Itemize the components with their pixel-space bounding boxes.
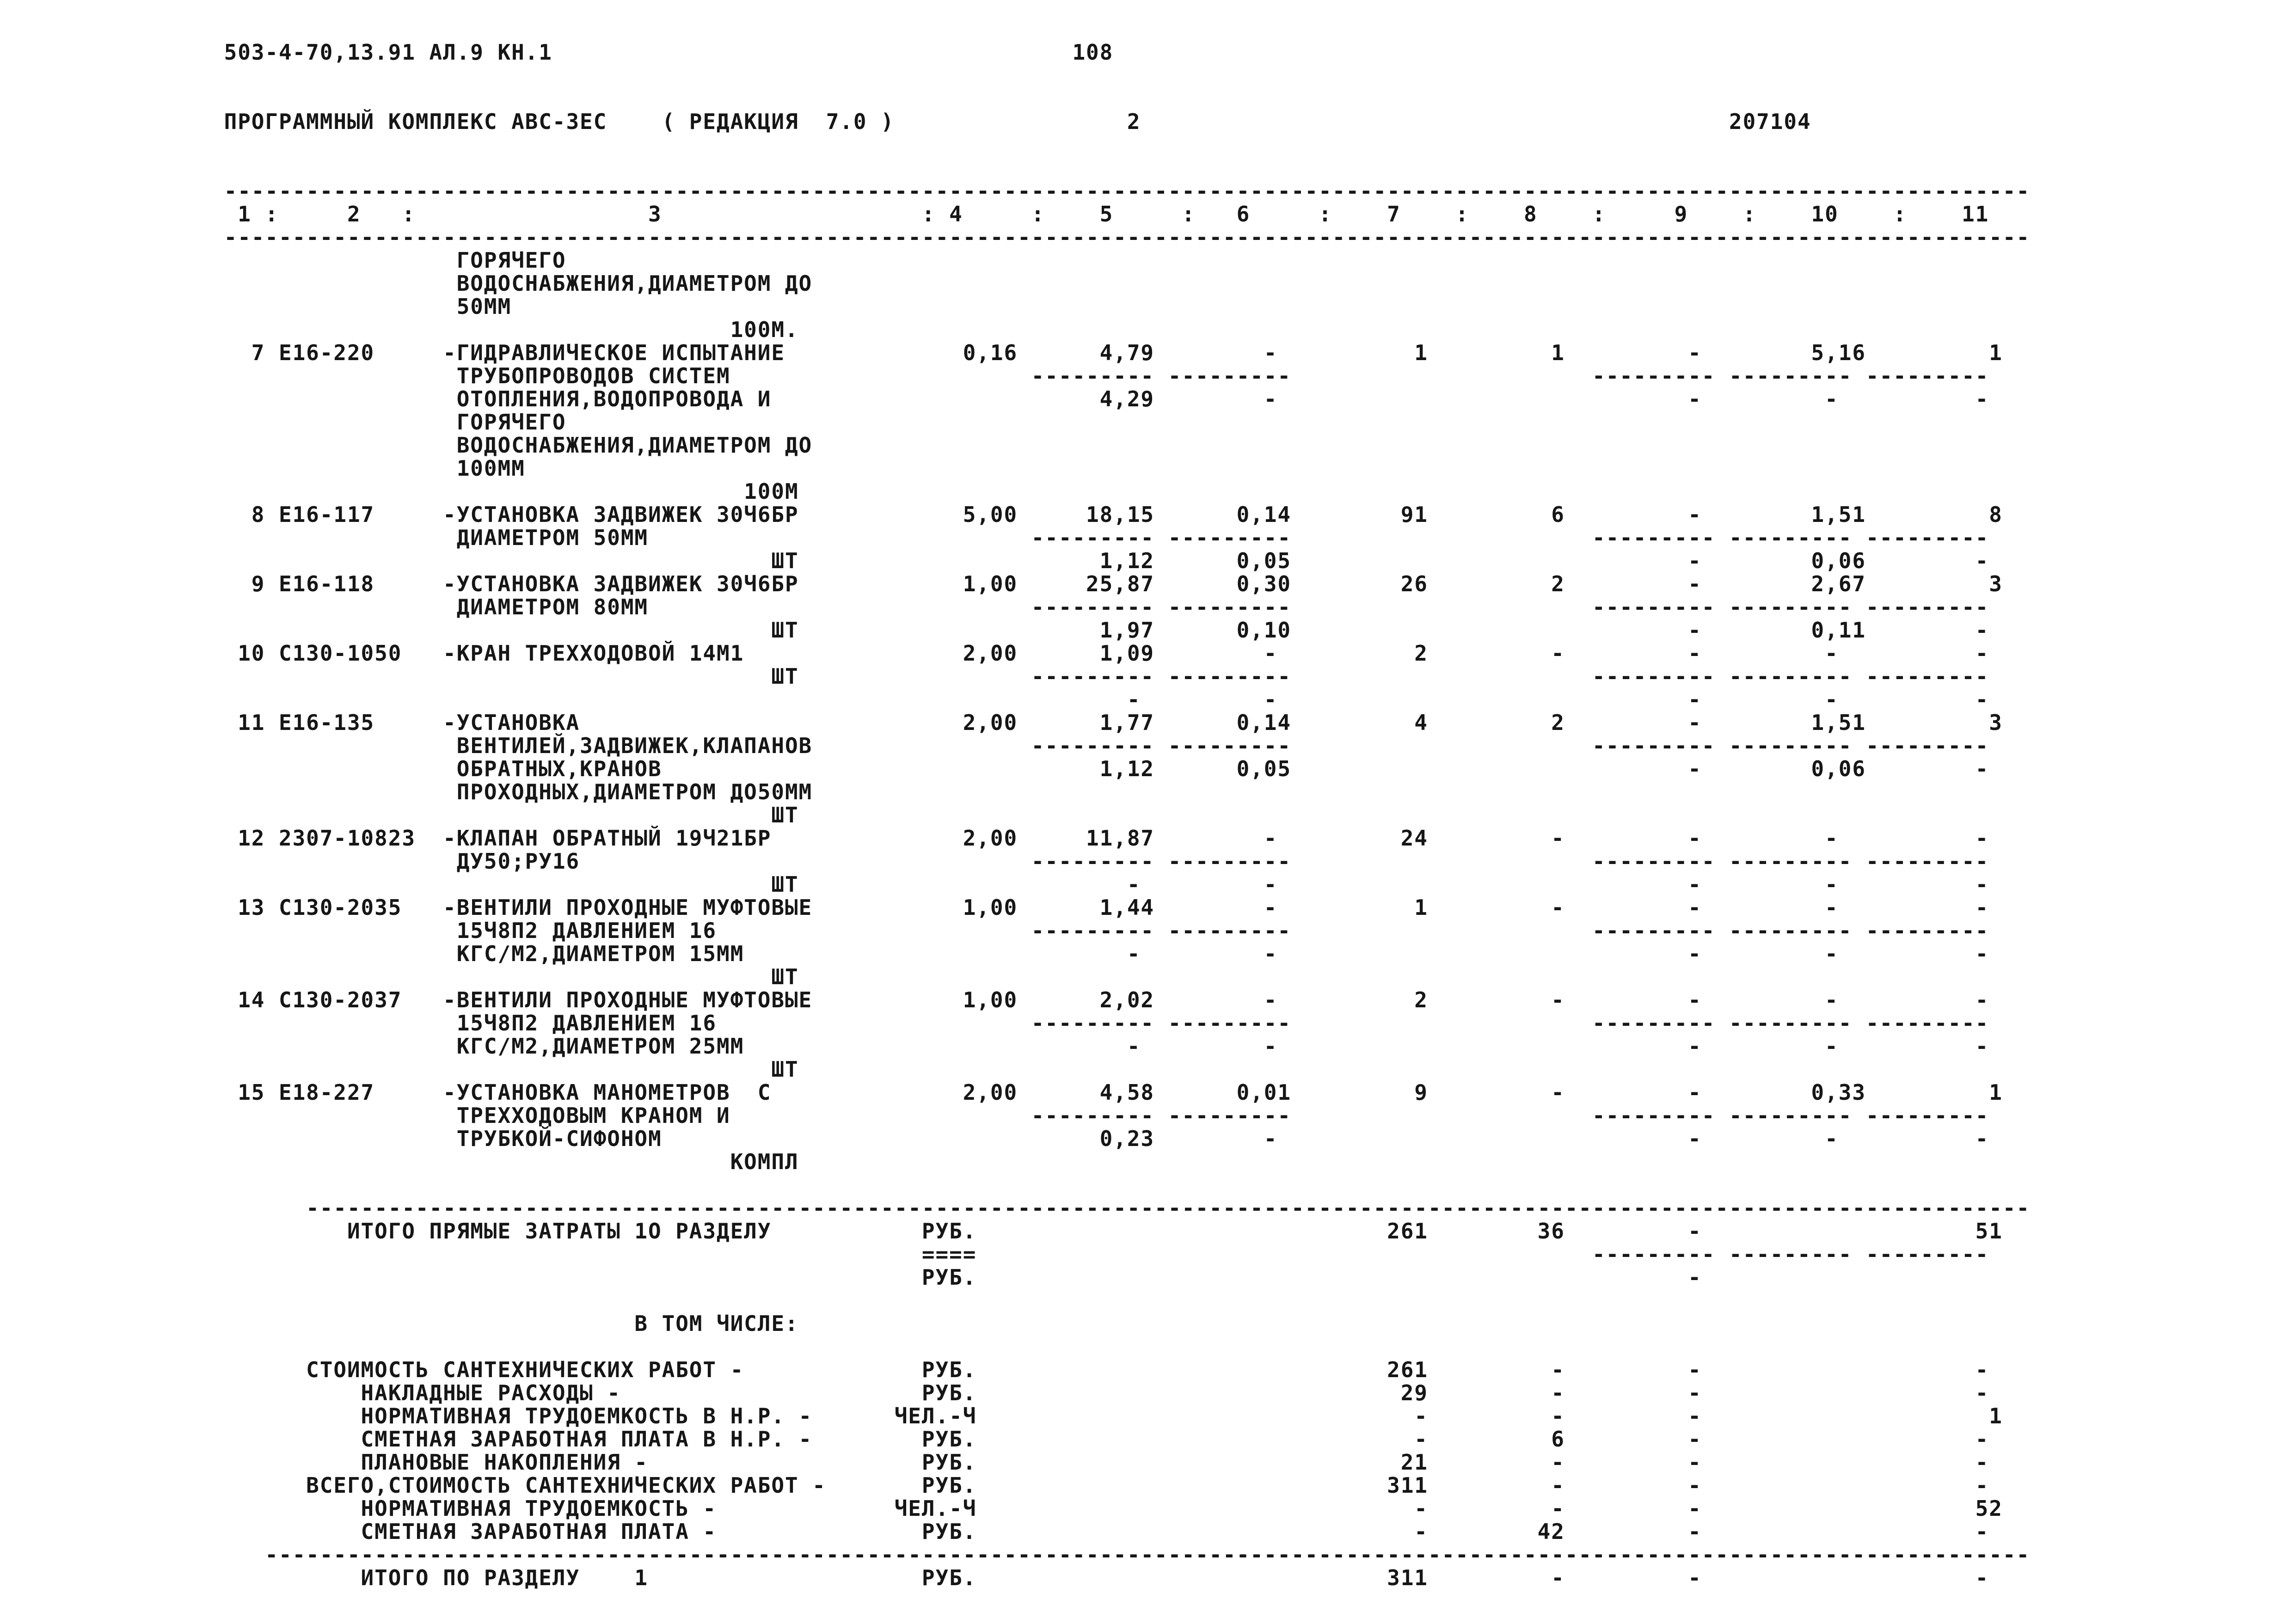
- blank-line: [210, 1289, 2030, 1312]
- item-description-line: ВОДОСНАБЖЕНИЯ,ДИАМЕТРОМ ДО: [210, 271, 813, 296]
- item-row-line: ШТ 1,12 0,05 - 0,06 -: [210, 548, 1989, 573]
- breakdown-line: СМЕТНАЯ ЗАРАБОТНАЯ ПЛАТА - РУБ. - 42 - -: [210, 1519, 1989, 1544]
- unit-line: 100М.: [210, 317, 799, 342]
- breakdown-line: НОРМАТИВНАЯ ТРУДОЕМКОСТЬ В Н.Р. - ЧЕЛ.-Ч - - - 1: [210, 1403, 2003, 1428]
- item-description-line: ВОДОСНАБЖЕНИЯ,ДИАМЕТРОМ ДО: [210, 433, 813, 458]
- item-separator-line: ВЕНТИЛЕЙ,ЗАДВИЖЕК,КЛАПАНОВ --------- --------- --------- --------- ---------: [210, 733, 1989, 758]
- item-description-line: 100ММ: [210, 456, 525, 481]
- totals-unit-line: РУБ. -: [210, 1265, 1702, 1290]
- unit-line: ШТ: [210, 964, 799, 989]
- printout-text-area: [210, 18, 2030, 1589]
- item-row-line: 9 Е16-118 -УСТАНОВКА ЗАДВИЖЕК 30Ч6БР 1,00 25,87 0,30 26 2 - 2,67 3: [210, 571, 2003, 596]
- separator-line: ---------------------------------------------------------------------------------------------------------------------------------: [210, 1542, 2031, 1567]
- separator-line: ------------------------------------------------------------------------------------------------------------------------------: [210, 1195, 2031, 1220]
- item-row-line: ШТ 1,97 0,10 - 0,11 -: [210, 618, 1989, 643]
- table-column-numbers: 1 : 2 : 3 : 4 : 5 : 6 : 7 : 8 : 9 : 10 : 11: [210, 202, 1989, 227]
- item-row-line: 8 Е16-117 -УСТАНОВКА ЗАДВИЖЕК 30Ч6БР 5,00 18,15 0,14 91 6 - 1,51 8: [210, 502, 2003, 527]
- table-ruler: ------------------------------------------------------------------------------------------------------------------------------------: [210, 178, 2031, 203]
- section-total-line: ИТОГО ПО РАЗДЕЛУ 1 РУБ. 311 - - -: [210, 1565, 1989, 1590]
- blank-line: [210, 18, 2030, 41]
- blank-line: [210, 156, 2030, 179]
- item-separator-line: ДИАМЕТРОМ 50ММ --------- --------- --------- --------- ---------: [210, 525, 1989, 550]
- unit-line: КОМПЛ: [210, 1149, 799, 1174]
- item-separator-line: 15Ч8П2 ДАВЛЕНИЕМ 16 --------- --------- --------- --------- ---------: [210, 918, 1989, 943]
- unit-line: ШТ: [210, 1057, 799, 1082]
- item-row-line: ШТ - - - - -: [210, 872, 1989, 897]
- item-row-line: ОТОПЛЕНИЯ,ВОДОПРОВОДА И 4,29 - - - -: [210, 386, 1989, 411]
- title-line: ПРОГРАММНЫЙ КОМПЛЕКС АВС-3ЕС ( РЕДАКЦИЯ 7.0 ) 2 207104: [210, 109, 1811, 134]
- item-description-line: 50ММ: [210, 294, 512, 319]
- blank-line: [210, 1335, 2030, 1358]
- item-row-line: - - - - -: [210, 687, 1989, 712]
- unit-line: 100М: [210, 479, 799, 504]
- item-separator-line: ДИАМЕТРОМ 80ММ --------- --------- --------- --------- ---------: [210, 594, 1989, 619]
- blank-line: [210, 1173, 2030, 1196]
- item-row-line: 11 Е16-135 -УСТАНОВКА 2,00 1,77 0,14 4 2 - 1,51 3: [210, 710, 2003, 735]
- item-row-line: 13 С130-2035 -ВЕНТИЛИ ПРОХОДНЫЕ МУФТОВЫЕ 1,00 1,44 - 1 - - - -: [210, 895, 1989, 920]
- item-row-line: ТРУБКОЙ-СИФОНОМ 0,23 - - - -: [210, 1126, 1989, 1151]
- breakdown-line: СМЕТНАЯ ЗАРАБОТНАЯ ПЛАТА В Н.Р. - РУБ. - 6 - -: [210, 1427, 1989, 1452]
- blank-line: [210, 133, 2030, 156]
- totals-direct-line: ИТОГО ПРЯМЫЕ ЗАТРАТЫ 1О РАЗДЕЛУ РУБ. 261 36 - 51: [210, 1219, 2003, 1244]
- breakdown-line: СТОИМОСТЬ САНТЕХНИЧЕСКИХ РАБОТ - РУБ. 261 - - -: [210, 1357, 1989, 1382]
- including-label-line: В ТОМ ЧИСЛЕ:: [210, 1311, 799, 1336]
- document-header-line: 503-4-70,13.91 АЛ.9 КН.1 108: [210, 40, 1114, 65]
- blank-line: [210, 64, 2030, 87]
- breakdown-line: НОРМАТИВНАЯ ТРУДОЕМКОСТЬ - ЧЕЛ.-Ч - - - 52: [210, 1496, 2003, 1521]
- item-row-line: 12 2307-10823 -КЛАПАН ОБРАТНЫЙ 19Ч21БР 2,00 11,87 - 24 - - - -: [210, 826, 1989, 851]
- unit-line: ШТ: [210, 803, 799, 827]
- item-separator-line: ДУ50;РУ16 --------- --------- --------- --------- ---------: [210, 849, 1989, 874]
- table-ruler: ------------------------------------------------------------------------------------------------------------------------------------: [210, 225, 2031, 250]
- item-row-line: 10 С130-1050 -КРАН ТРЕХХОДОВОЙ 14М1 2,00 1,09 - 2 - - - -: [210, 641, 1989, 666]
- item-description-line: ПРОХОДНЫХ,ДИАМЕТРОМ ДО50ММ: [210, 779, 813, 804]
- item-separator-line: 15Ч8П2 ДАВЛЕНИЕМ 16 --------- --------- --------- --------- ---------: [210, 1011, 1989, 1036]
- breakdown-line: ПЛАНОВЫЕ НАКОПЛЕНИЯ - РУБ. 21 - - -: [210, 1450, 1989, 1475]
- item-separator-line: ШТ --------- --------- --------- --------- ---------: [210, 664, 1989, 689]
- item-description-line: ГОРЯЧЕГО: [210, 248, 566, 273]
- item-description-line: ГОРЯЧЕГО: [210, 410, 566, 435]
- totals-underline: ==== --------- --------- ---------: [210, 1242, 1989, 1267]
- breakdown-line: НАКЛАДНЫЕ РАСХОДЫ - РУБ. 29 - - -: [210, 1380, 1989, 1405]
- item-separator-line: ТРЕХХОДОВЫМ КРАНОМ И --------- --------- --------- --------- ---------: [210, 1103, 1989, 1128]
- item-row-line: КГС/М2,ДИАМЕТРОМ 25ММ - - - - -: [210, 1034, 1989, 1059]
- item-row-line: 14 С130-2037 -ВЕНТИЛИ ПРОХОДНЫЕ МУФТОВЫЕ 1,00 2,02 - 2 - - - -: [210, 987, 1989, 1012]
- item-row-line: 7 Е16-220 -ГИДРАВЛИЧЕСКОЕ ИСПЫТАНИЕ 0,16 4,79 - 1 1 - 5,16 1: [210, 340, 2003, 365]
- item-row-line: 15 Е18-227 -УСТАНОВКА МАНОМЕТРОВ С 2,00 4,58 0,01 9 - - 0,33 1: [210, 1080, 2003, 1105]
- item-row-line: КГС/М2,ДИАМЕТРОМ 15ММ - - - - -: [210, 941, 1989, 966]
- blank-line: [210, 87, 2030, 110]
- breakdown-line: ВСЕГО,СТОИМОСТЬ САНТЕХНИЧЕСКИХ РАБОТ - РУБ. 311 - - -: [210, 1473, 1989, 1498]
- item-separator-line: ТРУБОПРОВОДОВ СИСТЕМ --------- --------- --------- --------- ---------: [210, 363, 1989, 388]
- item-row-line: ОБРАТНЫХ,КРАНОВ 1,12 0,05 - 0,06 -: [210, 756, 1989, 781]
